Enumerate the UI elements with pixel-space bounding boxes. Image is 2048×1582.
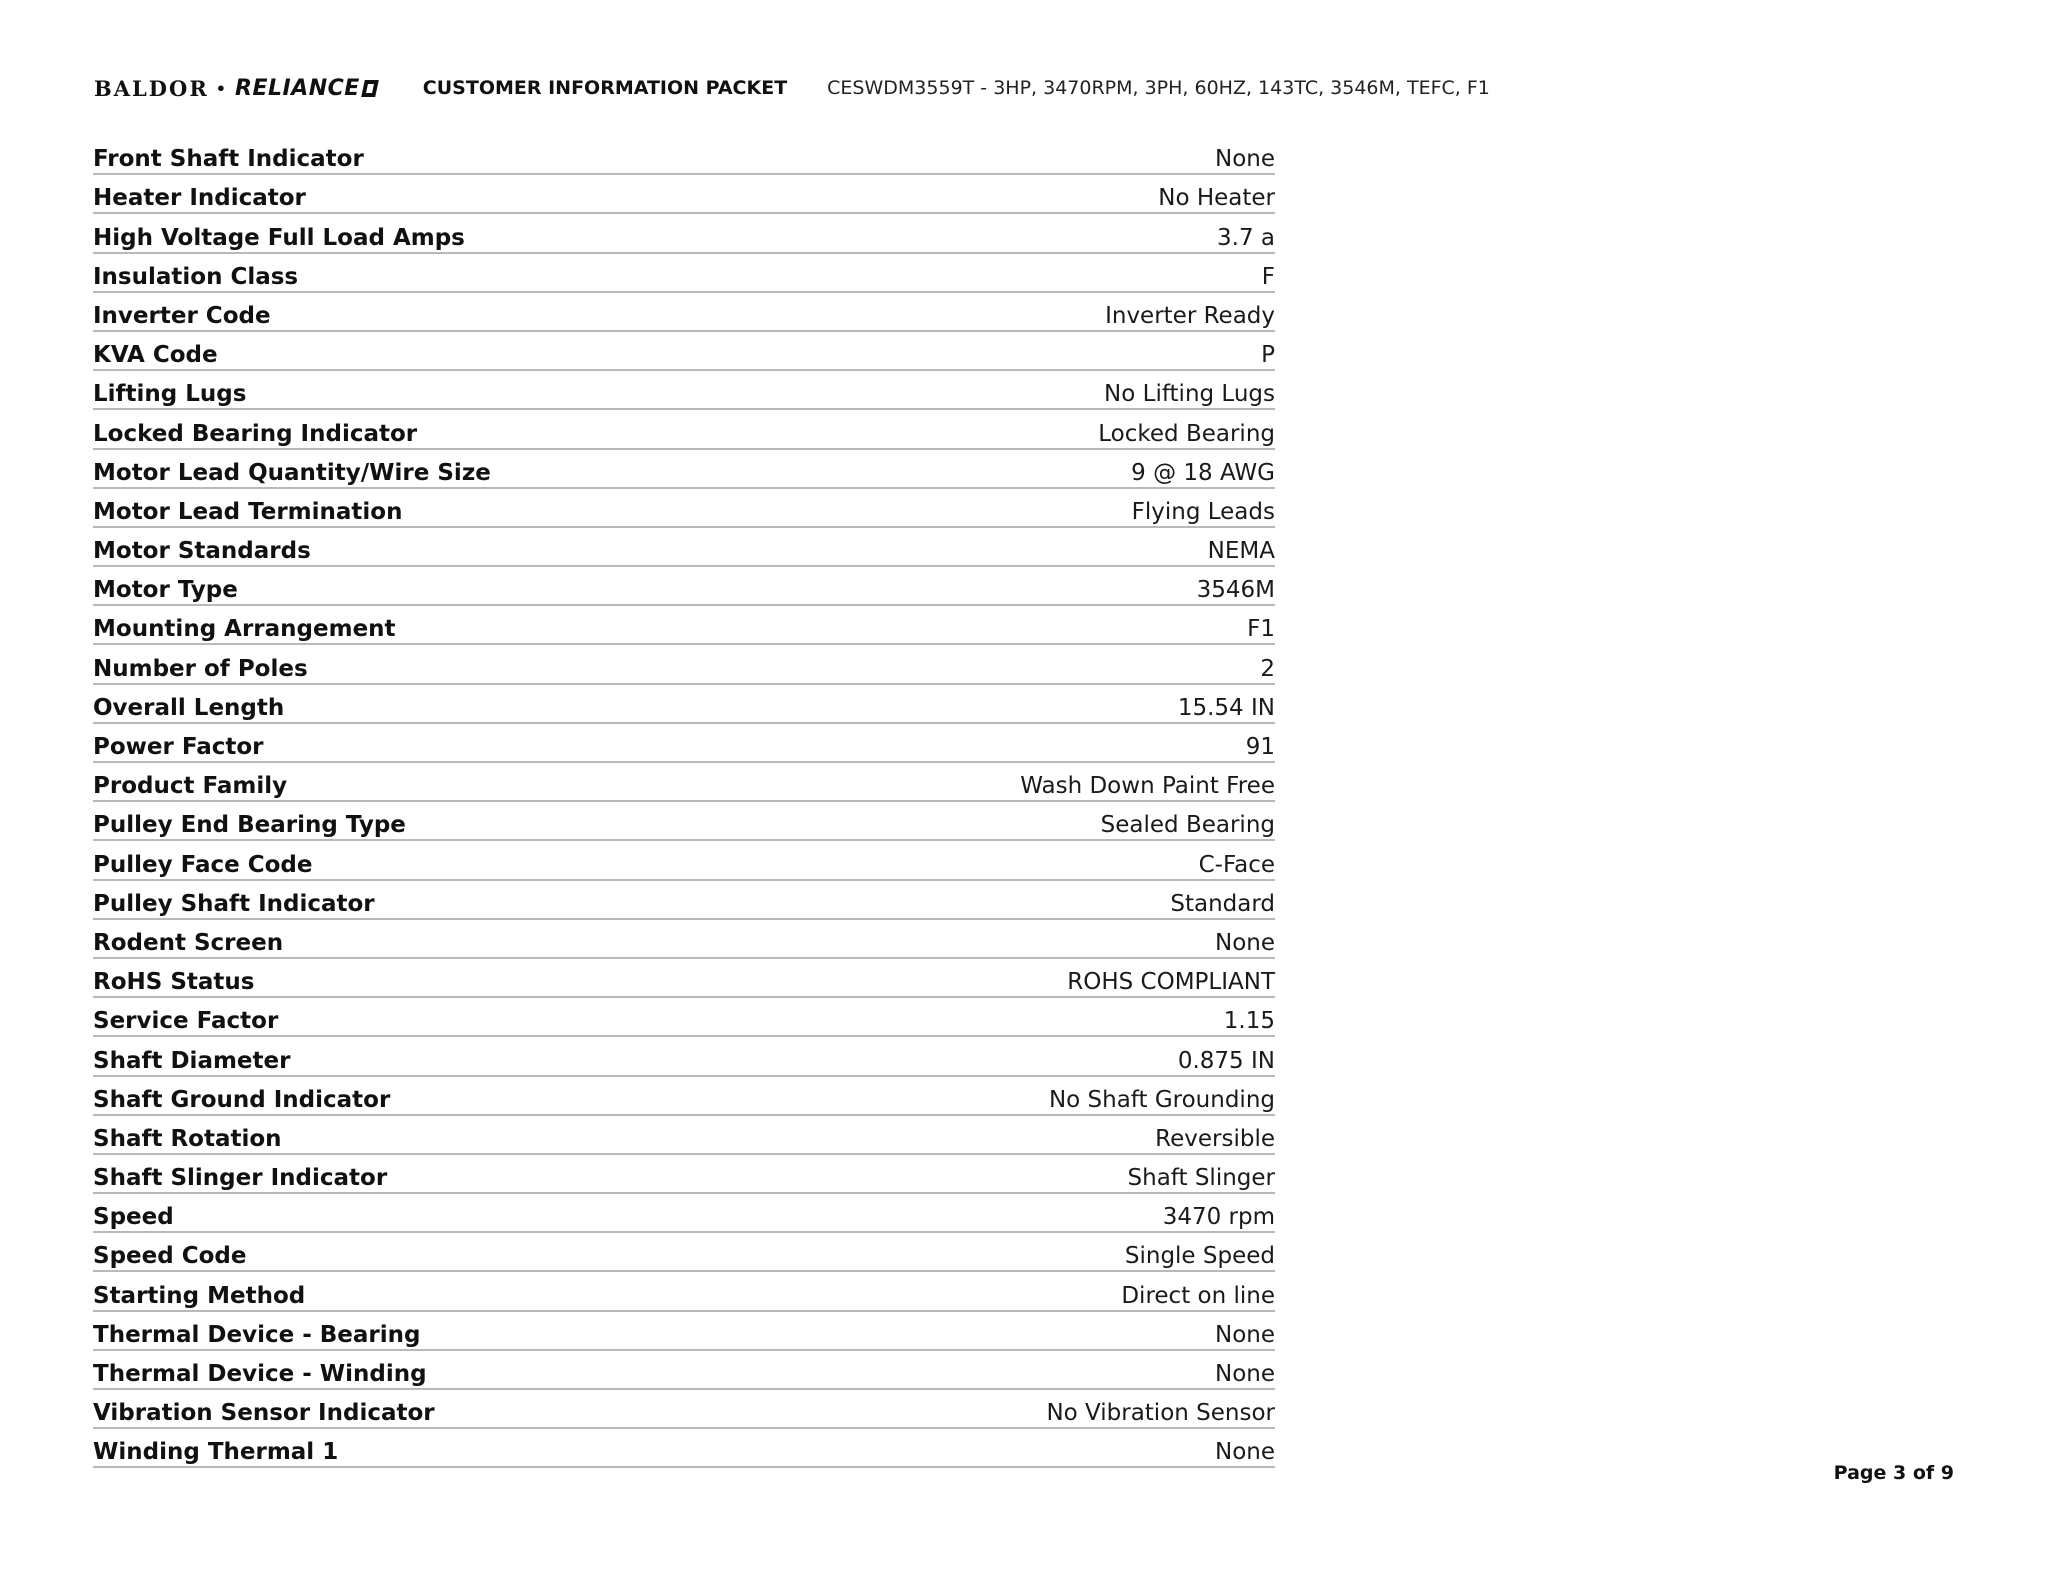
spec-value: None — [1214, 1361, 1275, 1387]
spec-label: Motor Type — [93, 577, 238, 604]
spec-label: Service Factor — [93, 1008, 279, 1035]
logo-separator: • — [215, 78, 228, 98]
spec-label: Motor Lead Quantity/Wire Size — [93, 459, 491, 486]
spec-value: Sealed Bearing — [1100, 812, 1275, 839]
spec-value: 15.54 IN — [1177, 694, 1275, 721]
spec-row — [93, 960, 1275, 998]
spec-row — [93, 1038, 1275, 1076]
spec-value: 1.15 — [1223, 1008, 1275, 1035]
spec-label: Pulley End Bearing Type — [93, 812, 406, 839]
spec-row — [93, 490, 1275, 528]
spec-label: Number of Poles — [93, 655, 308, 682]
spec-label: KVA Code — [93, 342, 218, 369]
spec-value: NEMA — [1207, 538, 1275, 565]
spec-value: 0.875 IN — [1177, 1047, 1275, 1074]
spec-value: Single Speed — [1124, 1243, 1275, 1270]
spec-row — [93, 411, 1275, 449]
spec-label: Lifting Lugs — [93, 381, 247, 408]
spec-label: Product Family — [93, 773, 288, 800]
spec-value: Shaft Slinger — [1127, 1165, 1275, 1192]
spec-value: None — [1214, 1439, 1275, 1466]
spec-row — [93, 803, 1275, 841]
spec-row — [93, 686, 1275, 724]
spec-row — [93, 646, 1275, 684]
spec-label: Front Shaft Indicator — [93, 146, 364, 173]
spec-label: Winding Thermal 1 — [93, 1439, 339, 1466]
spec-row — [93, 1313, 1275, 1351]
spec-label: Overall Length — [93, 694, 285, 721]
spec-value: 3546M — [1196, 577, 1275, 604]
spec-row — [93, 176, 1275, 214]
spec-row — [93, 999, 1275, 1037]
spec-row — [93, 1352, 1275, 1390]
spec-row — [93, 568, 1275, 606]
spec-row — [93, 451, 1275, 489]
spec-row — [93, 607, 1275, 645]
spec-row — [93, 1430, 1275, 1468]
spec-label: Pulley Shaft Indicator — [93, 890, 375, 917]
spec-row — [93, 372, 1275, 410]
spec-label: Starting Method — [93, 1282, 306, 1309]
spec-row — [93, 1195, 1275, 1233]
spec-value: Wash Down Paint Free — [1020, 773, 1275, 800]
spec-row — [93, 1234, 1275, 1272]
spec-value: Direct on line — [1121, 1282, 1275, 1309]
spec-label: Motor Lead Termination — [93, 498, 403, 525]
spec-row — [93, 255, 1275, 293]
spec-label: Shaft Ground Indicator — [93, 1086, 391, 1113]
spec-value: C-Face — [1198, 851, 1275, 878]
baldor-reliance-logo — [94, 76, 377, 101]
spec-label: Thermal Device - Bearing — [93, 1321, 421, 1348]
spec-value: 3.7 a — [1217, 224, 1275, 251]
spec-row — [93, 725, 1275, 763]
spec-row — [93, 137, 1275, 175]
spec-label: Mounting Arrangement — [93, 616, 396, 643]
logo-reliance-text: RELIANCE — [235, 75, 360, 101]
spec-value: F — [1261, 263, 1275, 290]
packet-title: CUSTOMER INFORMATION PACKET — [422, 77, 788, 99]
spec-label: Insulation Class — [93, 263, 299, 290]
spec-label: Shaft Slinger Indicator — [93, 1165, 388, 1192]
spec-value: P — [1261, 342, 1275, 369]
spec-value: 2 — [1260, 655, 1275, 682]
spec-row — [93, 921, 1275, 959]
spec-row — [93, 842, 1275, 880]
spec-value: None — [1214, 146, 1275, 173]
spec-label: Pulley Face Code — [93, 851, 313, 878]
spec-row — [93, 294, 1275, 332]
spec-label: RoHS Status — [93, 969, 255, 996]
spec-value: Standard — [1170, 890, 1275, 917]
spec-row — [93, 215, 1275, 253]
spec-label: Vibration Sensor Indicator — [93, 1400, 435, 1427]
spec-value: Flying Leads — [1131, 498, 1275, 525]
spec-value: ROHS COMPLIANT — [1067, 969, 1275, 996]
page-number: Page 3 of 9 — [1833, 1462, 1954, 1484]
spec-row — [93, 1156, 1275, 1194]
spec-row — [93, 1273, 1275, 1311]
spec-label: Power Factor — [93, 734, 264, 760]
spec-row — [93, 764, 1275, 802]
spec-value: Locked Bearing — [1098, 420, 1275, 447]
spec-value: Inverter Ready — [1105, 302, 1275, 329]
spec-label: Shaft Diameter — [93, 1047, 291, 1074]
reliance-mark-icon — [361, 80, 379, 97]
spec-value: No Lifting Lugs — [1104, 381, 1275, 408]
spec-row — [93, 529, 1275, 567]
spec-value: No Vibration Sensor — [1046, 1400, 1275, 1427]
spec-label: Heater Indicator — [93, 185, 306, 212]
spec-label: Locked Bearing Indicator — [93, 420, 418, 447]
spec-value: None — [1214, 929, 1275, 956]
spec-row — [93, 333, 1275, 371]
logo-baldor-text: BALDOR — [94, 75, 209, 101]
spec-value: No Heater — [1158, 185, 1275, 212]
spec-row — [93, 1078, 1275, 1116]
document-header — [94, 72, 1490, 104]
spec-value: 3470 rpm — [1162, 1204, 1275, 1231]
spec-label: Speed Code — [93, 1243, 247, 1270]
spec-row — [93, 1117, 1275, 1155]
spec-value: 9 @ 18 AWG — [1131, 459, 1275, 486]
specification-table — [93, 137, 1275, 1469]
spec-value: None — [1214, 1321, 1275, 1348]
spec-row — [93, 1391, 1275, 1429]
spec-label: Speed — [93, 1204, 174, 1231]
model-description: CESWDM3559T - 3HP, 3470RPM, 3PH, 60HZ, 143TC, 3546M, TEFC, F1 — [827, 77, 1490, 99]
spec-row — [93, 882, 1275, 920]
spec-value: No Shaft Grounding — [1048, 1086, 1275, 1113]
spec-label: High Voltage Full Load Amps — [93, 224, 465, 251]
spec-value: 91 — [1245, 734, 1275, 760]
spec-label: Rodent Screen — [93, 929, 284, 956]
spec-value: Reversible — [1155, 1125, 1275, 1152]
spec-value: F1 — [1247, 616, 1275, 643]
spec-label: Shaft Rotation — [93, 1125, 282, 1152]
spec-label: Motor Standards — [93, 538, 311, 565]
spec-label: Thermal Device - Winding — [93, 1361, 427, 1387]
spec-label: Inverter Code — [93, 302, 271, 329]
